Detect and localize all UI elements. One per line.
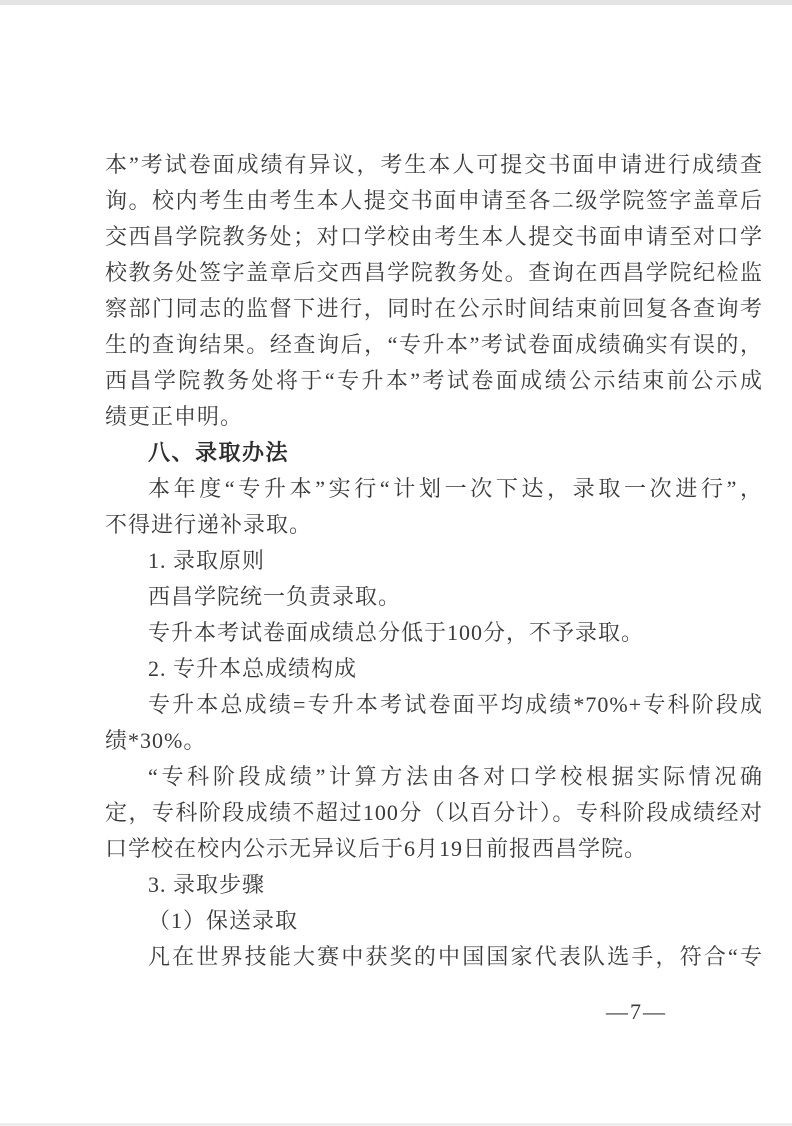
- text-line: 绩更正申明。: [105, 404, 244, 429]
- text-line: 口学校在校内公示无异议后于6月19日前报西昌学院。: [105, 836, 648, 861]
- text-line: 凡在世界技能大赛中获奖的中国国家代表队选手，符合“专: [148, 944, 763, 969]
- text-line: 西昌学院教务处将于“专升本”考试卷面成绩公示结束前公示成: [105, 368, 763, 393]
- text-line: 交西昌学院教务处；对口学校由考生本人提交书面申请至对口学: [105, 224, 763, 249]
- text-line: 1. 录取原则: [148, 548, 266, 573]
- text-line: 定，专科阶段成绩不超过100分（以百分计）。专科阶段成绩经对: [105, 800, 763, 825]
- page-number: —7—: [606, 999, 667, 1024]
- text-line: 2. 专升本总成绩构成: [148, 656, 358, 681]
- section-heading: 八、录取办法: [148, 440, 290, 465]
- text-line: 生的查询结果。经查询后，“专升本”考试卷面成绩确实有误的，: [105, 332, 763, 357]
- scan-edge-top: [0, 0, 792, 5]
- text-line: 西昌学院统一负责录取。: [148, 584, 402, 609]
- text-line: 专升本考试卷面成绩总分低于100分，不予录取。: [148, 620, 645, 645]
- text-line: 察部门同志的监督下进行，同时在公示时间结束前回复各查询考: [105, 296, 763, 321]
- text-line: 不得进行递补录取。: [105, 512, 313, 537]
- text-line: “专科阶段成绩”计算方法由各对口学校根据实际情况确: [148, 764, 763, 789]
- document-body: [105, 147, 763, 975]
- text-line: 询。校内考生由考生本人提交书面申请至各二级学院签字盖章后: [105, 188, 763, 213]
- text-line: 专升本总成绩=专升本考试卷面平均成绩*70%+专科阶段成: [148, 692, 763, 717]
- text-line: （1）保送录取: [148, 908, 299, 933]
- text-line: 本年度“专升本”实行“计划一次下达，录取一次进行”，: [148, 476, 763, 501]
- text-line: 3. 录取步骤: [148, 872, 266, 897]
- text-line: 本”考试卷面成绩有异议，考生本人可提交书面申请进行成绩查: [105, 152, 763, 177]
- text-line: 绩*30%。: [105, 728, 207, 753]
- text-line: 校教务处签字盖章后交西昌学院教务处。查询在西昌学院纪检监: [105, 260, 763, 285]
